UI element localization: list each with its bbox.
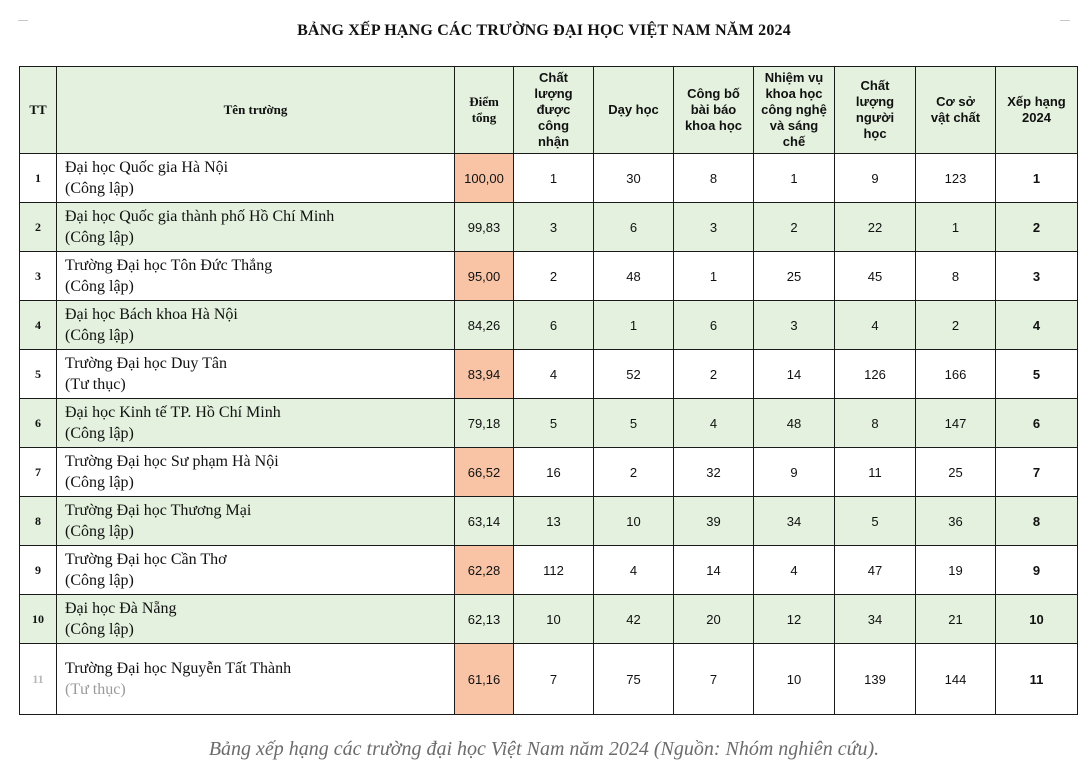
row-accreditation: 6 [514,301,594,350]
header-rank: Xếp hạng 2024 [996,67,1078,154]
row-accreditation: 112 [514,546,594,595]
row-publications: 3 [674,203,754,252]
row-rank: 3 [996,252,1078,301]
row-learners: 34 [835,595,916,644]
row-publications: 39 [674,497,754,546]
row-research: 25 [754,252,835,301]
row-teaching: 2 [594,448,674,497]
table-row [20,154,1078,203]
row-school-type: (Công lập) [65,425,134,442]
row-school-type: (Công lập) [65,180,134,197]
row-school-type: (Công lập) [65,278,134,295]
table-row [20,644,1078,715]
header-name: Tên trường [57,67,455,154]
row-school-type: (Tư thục) [65,681,126,698]
row-name-cell [57,497,455,546]
row-publications: 1 [674,252,754,301]
row-school-name: Trường Đại học Cần Thơ [65,551,227,568]
row-score: 83,94 [455,350,514,399]
row-school-name: Đại học Bách khoa Hà Nội [65,306,238,323]
row-tt: 7 [20,448,57,497]
row-learners: 9 [835,154,916,203]
row-accreditation: 3 [514,203,594,252]
row-name-cell [57,301,455,350]
row-accreditation: 13 [514,497,594,546]
row-name-cell [57,546,455,595]
row-learners: 11 [835,448,916,497]
row-school-type: (Công lập) [65,621,134,638]
row-school-name: Đại học Quốc gia Hà Nội [65,159,229,176]
row-research: 48 [754,399,835,448]
row-school-type: (Công lập) [65,572,134,589]
row-score: 100,00 [455,154,514,203]
row-rank: 11 [996,644,1078,715]
row-learners: 22 [835,203,916,252]
row-tt: 4 [20,301,57,350]
row-facilities: 25 [916,448,996,497]
row-research: 14 [754,350,835,399]
row-name-cell [57,644,455,715]
row-school-name: Đại học Quốc gia thành phố Hồ Chí Minh [65,208,335,225]
ranking-table [19,66,1078,715]
row-school-name: Trường Đại học Duy Tân [65,355,228,372]
row-rank: 5 [996,350,1078,399]
table-row [20,497,1078,546]
row-teaching: 1 [594,301,674,350]
row-publications: 6 [674,301,754,350]
row-accreditation: 1 [514,154,594,203]
row-accreditation: 2 [514,252,594,301]
table-row [20,301,1078,350]
row-name-cell [57,154,455,203]
row-tt: 10 [20,595,57,644]
row-rank: 1 [996,154,1078,203]
row-name-cell [57,252,455,301]
header-score: Điểm tổng [455,67,514,154]
row-learners: 45 [835,252,916,301]
row-tt: 8 [20,497,57,546]
row-learners: 139 [835,644,916,715]
row-learners: 126 [835,350,916,399]
row-research: 10 [754,644,835,715]
row-school-type: (Công lập) [65,523,134,540]
header-teaching: Dạy học [594,67,674,154]
header-row [20,67,1078,154]
row-facilities: 21 [916,595,996,644]
table-row [20,350,1078,399]
row-score: 66,52 [455,448,514,497]
row-school-type: (Công lập) [65,229,134,246]
row-publications: 2 [674,350,754,399]
row-school-name: Trường Đại học Tôn Đức Thắng [65,257,273,274]
table-row [20,203,1078,252]
row-facilities: 147 [916,399,996,448]
row-publications: 8 [674,154,754,203]
row-rank: 4 [996,301,1078,350]
row-school-name: Đại học Đà Nẵng [65,600,177,617]
row-learners: 47 [835,546,916,595]
row-score: 84,26 [455,301,514,350]
row-teaching: 4 [594,546,674,595]
row-score: 79,18 [455,399,514,448]
row-publications: 4 [674,399,754,448]
header-tt: TT [20,67,57,154]
header-facilities: Cơ sở vật chất [916,67,996,154]
row-school-type: (Tư thục) [65,376,126,393]
row-publications: 20 [674,595,754,644]
row-accreditation: 16 [514,448,594,497]
row-publications: 32 [674,448,754,497]
row-score: 95,00 [455,252,514,301]
row-score: 63,14 [455,497,514,546]
row-research: 12 [754,595,835,644]
row-school-name: Trường Đại học Nguyễn Tất Thành [65,660,292,677]
row-rank: 2 [996,203,1078,252]
row-accreditation: 7 [514,644,594,715]
row-score: 62,13 [455,595,514,644]
row-facilities: 166 [916,350,996,399]
table-row [20,546,1078,595]
row-rank: 9 [996,546,1078,595]
row-school-name: Đại học Kinh tế TP. Hồ Chí Minh [65,404,281,421]
row-research: 4 [754,546,835,595]
row-teaching: 48 [594,252,674,301]
row-facilities: 36 [916,497,996,546]
row-facilities: 19 [916,546,996,595]
row-facilities: 2 [916,301,996,350]
row-accreditation: 4 [514,350,594,399]
table-row [20,595,1078,644]
row-school-name: Trường Đại học Sư phạm Hà Nội [65,453,279,470]
row-accreditation: 5 [514,399,594,448]
row-research: 34 [754,497,835,546]
row-teaching: 52 [594,350,674,399]
table-title: BẢNG XẾP HẠNG CÁC TRƯỜNG ĐẠI HỌC VIỆT NAM NĂM 2024 [297,22,791,39]
row-publications: 7 [674,644,754,715]
row-school-type: (Công lập) [65,327,134,344]
row-teaching: 30 [594,154,674,203]
row-name-cell [57,448,455,497]
row-tt: 11 [20,644,57,715]
row-teaching: 5 [594,399,674,448]
row-learners: 4 [835,301,916,350]
row-facilities: 1 [916,203,996,252]
row-facilities: 144 [916,644,996,715]
row-tt: 5 [20,350,57,399]
row-tt: 2 [20,203,57,252]
row-rank: 8 [996,497,1078,546]
page-corner-mark-left [18,20,28,21]
row-score: 61,16 [455,644,514,715]
row-tt: 3 [20,252,57,301]
row-school-type: (Công lập) [65,474,134,491]
row-publications: 14 [674,546,754,595]
header-publications: Công bố bài báo khoa học [674,67,754,154]
row-tt: 1 [20,154,57,203]
row-teaching: 10 [594,497,674,546]
row-facilities: 123 [916,154,996,203]
row-name-cell [57,203,455,252]
table-row [20,399,1078,448]
row-rank: 7 [996,448,1078,497]
row-name-cell [57,595,455,644]
row-rank: 6 [996,399,1078,448]
header-accreditation: Chất lượng được công nhận [514,67,594,154]
row-facilities: 8 [916,252,996,301]
row-name-cell [57,350,455,399]
row-teaching: 75 [594,644,674,715]
row-teaching: 42 [594,595,674,644]
image-caption: Bảng xếp hạng các trường đại học Việt Nam năm 2024 (Nguồn: Nhóm nghiên cứu). [208,738,880,760]
row-research: 3 [754,301,835,350]
row-teaching: 6 [594,203,674,252]
header-learners: Chất lượng người học [835,67,916,154]
row-score: 62,28 [455,546,514,595]
header-research: Nhiệm vụ khoa học công nghệ và sáng chế [754,67,835,154]
row-learners: 8 [835,399,916,448]
row-score: 99,83 [455,203,514,252]
row-school-name: Trường Đại học Thương Mại [65,502,252,519]
row-rank: 10 [996,595,1078,644]
row-research: 9 [754,448,835,497]
row-accreditation: 10 [514,595,594,644]
row-tt: 9 [20,546,57,595]
row-learners: 5 [835,497,916,546]
row-research: 2 [754,203,835,252]
table-row [20,448,1078,497]
page-corner-mark-right [1060,20,1070,21]
row-name-cell [57,399,455,448]
row-tt: 6 [20,399,57,448]
row-research: 1 [754,154,835,203]
table-row [20,252,1078,301]
